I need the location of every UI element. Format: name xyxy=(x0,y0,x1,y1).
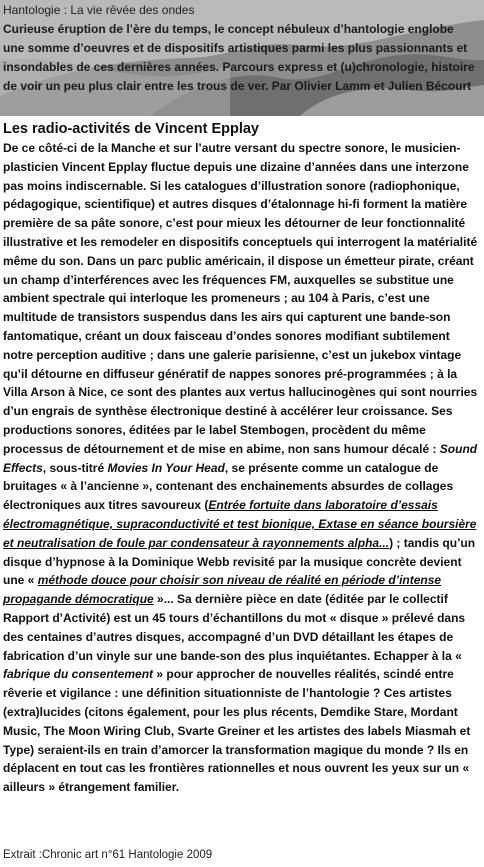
header-lead: Curieuse éruption de l’ère du temps, le concept nébuleux d’hantologie englobe une somme d’oeuvres et de dispositifs artistiques parmi les plus passionnants et insondables de ces dernières années. Parcours express et (u)chronologie, histoire de voir un peu plus clair entre les trous de ver. Par Olivier Lamm et Julien Bécourt xyxy=(3,22,475,93)
body-italic-fabrique: fabrique du consentement xyxy=(3,667,154,682)
body-italic-sound-effects: Sound Effects xyxy=(3,441,478,475)
body-text-5: »... Sa dernière pièce en date (éditée par le collectif Rapport d’Activité) est un 45 tours d’échantillons du mot « disque » prélevé dans des centaines d’autres disques, accompagné d’un DVD détaillant les étapes de fabrication d’un vinyle sur une bande-son des plus inquiétantes. Echapper à la « xyxy=(3,592,466,663)
header-banner xyxy=(0,0,484,116)
body-text-3: , se présente comme un catalogue de bruitages « à l’ancienne », contenant des enchainements absurdes de collages électroniques aux titres savoureux ( xyxy=(3,460,454,513)
article-body xyxy=(3,139,478,797)
body-text-2: , sous-titré xyxy=(42,460,108,475)
article-title: Les radio-activités de Vincent Epplay xyxy=(3,121,259,137)
body-text-6: » pour approcher de nouvelles réalités, scindé entre rêverie et vigilance : une définition situationniste de l’hantologie ? Ces artistes (extra)lucides (citons également, pour les plus récents, Demdike Stare, Mordant Music, The Moon Wiring Club, Svarte Greiner et les artistes des labels Miasmah et Type) seraient-ils en train d’amorcer la transformation magique du monde ? Ils en déplacent en tout cas les frontières rationnelles et nous ouvrent les yeux sur un « ailleurs » étrangement familier. xyxy=(3,667,471,795)
source-caption: Extrait :Chronic art n°61 Hantologie 2009 xyxy=(3,849,213,861)
body-italic-track-titles: Entrée fortuite dans laboratoire d’essais électromagnétique, supraconductivité et test bionique, Extase en séance boursière et neutralisation de foule par condensateur à rayonnements alpha... xyxy=(3,498,477,550)
body-text-1: De ce côté-ci de la Manche et sur l’autre versant du spectre sonore, le musicien-plasticien Vincent Epplay fluctue depuis une dizaine d’années dans une interzone pas moins indiscernable. Si les catalogues d’illustration sonore (radiophonique, pédagogique, scientifique) et autres disques d’étalonnage hi-fi forment la matière première de sa pâte sonore, c’est pour mieux les détourner de leur fonctionnalité illustrative et les remodeler en dispositifs conceptuels qui interrogent la matérialité même du son. Dans un parc public américain, il dispose un émetteur pirate, créant un champ d’interférences avec les fréquences FM, auxquelles se substitue une ambient spectrale qui interloque les promeneurs ; au 104 à Paris, c’est une multitude de transistors suspendus dans les airs qui capturent une bande-son fantomatique, créant un doux faisceau d’ondes sonores modifiant subtilement notre perception auditive ; dans une galerie parisienne, c’est un jukebox vintage qu’il détourne en diffuseur génératif de nappes sonores pré-programmées ; à la Villa Arson à Nice, ce sont des plantes aux vertus hallucinogènes qui sont nourries d’un engrais de synthèse électronique destiné à accélérer leur croissance. Ses productions sonores, éditées par le label Stembogen, procèdent du même processus de détournement et de mise en abime, non sans humour décalé : xyxy=(3,141,478,456)
body-italic-movies: Movies In Your Head xyxy=(107,460,225,475)
header-title: Hantologie : La vie rêvée des ondes xyxy=(3,3,195,17)
body-italic-methode: méthode douce pour choisir son niveau de réalité en période d’intense propagande démocratique xyxy=(3,573,442,607)
body-text-4: ) ; tandis qu’un disque d’hypnose à la Dominique Webb revisité par la musique concrète devient une « xyxy=(3,535,476,588)
